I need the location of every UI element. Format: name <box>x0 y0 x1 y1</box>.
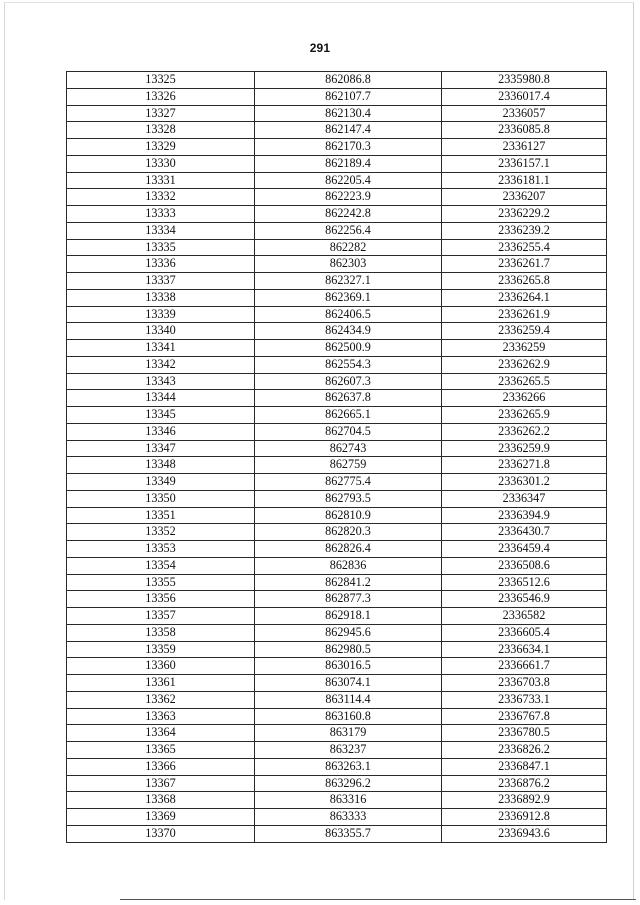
table-row <box>67 809 607 826</box>
point-id-cell: 13357 <box>67 608 255 625</box>
point-id-cell: 13325 <box>67 72 255 89</box>
point-id-cell: 13336 <box>67 256 255 273</box>
y-coordinate-cell: 2336255.4 <box>442 239 607 256</box>
point-id-cell: 13343 <box>67 373 255 390</box>
x-coordinate-cell: 863333 <box>255 809 442 826</box>
x-coordinate-cell: 862406.5 <box>255 306 442 323</box>
x-coordinate-cell: 862826.4 <box>255 541 442 558</box>
table-row <box>67 88 607 105</box>
x-coordinate-cell: 862205.4 <box>255 172 442 189</box>
table-row <box>67 373 607 390</box>
table-row <box>67 256 607 273</box>
point-id-cell: 13349 <box>67 474 255 491</box>
y-coordinate-cell: 2336767.8 <box>442 708 607 725</box>
table-row <box>67 641 607 658</box>
y-coordinate-cell: 2336262.2 <box>442 423 607 440</box>
point-id-cell: 13332 <box>67 189 255 206</box>
table-row <box>67 289 607 306</box>
point-id-cell: 13355 <box>67 574 255 591</box>
table-row <box>67 72 607 89</box>
table-row <box>67 407 607 424</box>
point-id-cell: 13351 <box>67 507 255 524</box>
x-coordinate-cell: 863316 <box>255 792 442 809</box>
table-row <box>67 825 607 842</box>
y-coordinate-cell: 2336271.8 <box>442 457 607 474</box>
table-row <box>67 658 607 675</box>
y-coordinate-cell: 2336229.2 <box>442 206 607 223</box>
point-id-cell: 13331 <box>67 172 255 189</box>
y-coordinate-cell: 2336546.9 <box>442 591 607 608</box>
y-coordinate-cell: 2336239.2 <box>442 222 607 239</box>
y-coordinate-cell: 2336259 <box>442 340 607 357</box>
y-coordinate-cell: 2336347 <box>442 490 607 507</box>
y-coordinate-cell: 2336157.1 <box>442 155 607 172</box>
y-coordinate-cell: 2336634.1 <box>442 641 607 658</box>
point-id-cell: 13361 <box>67 675 255 692</box>
x-coordinate-cell: 862743 <box>255 440 442 457</box>
point-id-cell: 13344 <box>67 390 255 407</box>
x-coordinate-cell: 862980.5 <box>255 641 442 658</box>
point-id-cell: 13360 <box>67 658 255 675</box>
table-row <box>67 206 607 223</box>
x-coordinate-cell: 862147.4 <box>255 122 442 139</box>
point-id-cell: 13366 <box>67 758 255 775</box>
table-row <box>67 273 607 290</box>
x-coordinate-cell: 862759 <box>255 457 442 474</box>
point-id-cell: 13345 <box>67 407 255 424</box>
x-coordinate-cell: 862554.3 <box>255 356 442 373</box>
coordinates-table <box>66 71 607 843</box>
x-coordinate-cell: 863114.4 <box>255 691 442 708</box>
point-id-cell: 13342 <box>67 356 255 373</box>
point-id-cell: 13337 <box>67 273 255 290</box>
point-id-cell: 13329 <box>67 139 255 156</box>
table-row <box>67 105 607 122</box>
point-id-cell: 13353 <box>67 541 255 558</box>
y-coordinate-cell: 2336261.7 <box>442 256 607 273</box>
point-id-cell: 13346 <box>67 423 255 440</box>
x-coordinate-cell: 862170.3 <box>255 139 442 156</box>
x-coordinate-cell: 863263.1 <box>255 758 442 775</box>
y-coordinate-cell: 2336265.8 <box>442 273 607 290</box>
x-coordinate-cell: 863296.2 <box>255 775 442 792</box>
table-row <box>67 440 607 457</box>
point-id-cell: 13327 <box>67 105 255 122</box>
point-id-cell: 13370 <box>67 825 255 842</box>
y-coordinate-cell: 2336259.9 <box>442 440 607 457</box>
y-coordinate-cell: 2336512.6 <box>442 574 607 591</box>
table-row <box>67 457 607 474</box>
x-coordinate-cell: 862130.4 <box>255 105 442 122</box>
point-id-cell: 13368 <box>67 792 255 809</box>
table-row <box>67 758 607 775</box>
y-coordinate-cell: 2336703.8 <box>442 675 607 692</box>
table-row <box>67 675 607 692</box>
x-coordinate-cell: 863237 <box>255 742 442 759</box>
y-coordinate-cell: 2336265.9 <box>442 407 607 424</box>
x-coordinate-cell: 862775.4 <box>255 474 442 491</box>
point-id-cell: 13362 <box>67 691 255 708</box>
y-coordinate-cell: 2336085.8 <box>442 122 607 139</box>
table-row <box>67 155 607 172</box>
point-id-cell: 13359 <box>67 641 255 658</box>
y-coordinate-cell: 2336430.7 <box>442 524 607 541</box>
x-coordinate-cell: 862303 <box>255 256 442 273</box>
table-row <box>67 189 607 206</box>
table-row <box>67 323 607 340</box>
table-row <box>67 423 607 440</box>
y-coordinate-cell: 2336264.1 <box>442 289 607 306</box>
point-id-cell: 13354 <box>67 557 255 574</box>
table-row <box>67 172 607 189</box>
point-id-cell: 13335 <box>67 239 255 256</box>
y-coordinate-cell: 2336394.9 <box>442 507 607 524</box>
y-coordinate-cell: 2336847.1 <box>442 758 607 775</box>
table-row <box>67 775 607 792</box>
y-coordinate-cell: 2336266 <box>442 390 607 407</box>
x-coordinate-cell: 862242.8 <box>255 206 442 223</box>
x-coordinate-cell: 862836 <box>255 557 442 574</box>
table-row <box>67 356 607 373</box>
x-coordinate-cell: 862369.1 <box>255 289 442 306</box>
y-coordinate-cell: 2336207 <box>442 189 607 206</box>
x-coordinate-cell: 862327.1 <box>255 273 442 290</box>
x-coordinate-cell: 862877.3 <box>255 591 442 608</box>
x-coordinate-cell: 862793.5 <box>255 490 442 507</box>
x-coordinate-cell: 862704.5 <box>255 423 442 440</box>
x-coordinate-cell: 862918.1 <box>255 608 442 625</box>
x-coordinate-cell: 862223.9 <box>255 189 442 206</box>
point-id-cell: 13358 <box>67 624 255 641</box>
table-row <box>67 490 607 507</box>
y-coordinate-cell: 2336181.1 <box>442 172 607 189</box>
point-id-cell: 13356 <box>67 591 255 608</box>
table-row <box>67 541 607 558</box>
table-row <box>67 222 607 239</box>
point-id-cell: 13347 <box>67 440 255 457</box>
y-coordinate-cell: 2336661.7 <box>442 658 607 675</box>
x-coordinate-cell: 862810.9 <box>255 507 442 524</box>
x-coordinate-cell: 862665.1 <box>255 407 442 424</box>
table-row <box>67 507 607 524</box>
y-coordinate-cell: 2336057 <box>442 105 607 122</box>
point-id-cell: 13350 <box>67 490 255 507</box>
bottom-divider <box>120 899 636 900</box>
y-coordinate-cell: 2336826.2 <box>442 742 607 759</box>
point-id-cell: 13330 <box>67 155 255 172</box>
y-coordinate-cell: 2336943.6 <box>442 825 607 842</box>
y-coordinate-cell: 2336780.5 <box>442 725 607 742</box>
table-row <box>67 139 607 156</box>
x-coordinate-cell: 862189.4 <box>255 155 442 172</box>
coordinates-table-body <box>67 72 607 843</box>
y-coordinate-cell: 2336605.4 <box>442 624 607 641</box>
y-coordinate-cell: 2336259.4 <box>442 323 607 340</box>
table-row <box>67 340 607 357</box>
x-coordinate-cell: 863355.7 <box>255 825 442 842</box>
y-coordinate-cell: 2336912.8 <box>442 809 607 826</box>
point-id-cell: 13339 <box>67 306 255 323</box>
point-id-cell: 13333 <box>67 206 255 223</box>
table-row <box>67 708 607 725</box>
table-row <box>67 574 607 591</box>
x-coordinate-cell: 862841.2 <box>255 574 442 591</box>
table-row <box>67 608 607 625</box>
table-row <box>67 474 607 491</box>
point-id-cell: 13334 <box>67 222 255 239</box>
table-row <box>67 306 607 323</box>
table-row <box>67 239 607 256</box>
point-id-cell: 13363 <box>67 708 255 725</box>
point-id-cell: 13352 <box>67 524 255 541</box>
x-coordinate-cell: 862500.9 <box>255 340 442 357</box>
y-coordinate-cell: 2336733.1 <box>442 691 607 708</box>
point-id-cell: 13341 <box>67 340 255 357</box>
y-coordinate-cell: 2336582 <box>442 608 607 625</box>
x-coordinate-cell: 862820.3 <box>255 524 442 541</box>
x-coordinate-cell: 862607.3 <box>255 373 442 390</box>
x-coordinate-cell: 862256.4 <box>255 222 442 239</box>
table-row <box>67 742 607 759</box>
point-id-cell: 13340 <box>67 323 255 340</box>
y-coordinate-cell: 2336262.9 <box>442 356 607 373</box>
y-coordinate-cell: 2336127 <box>442 139 607 156</box>
table-row <box>67 122 607 139</box>
point-id-cell: 13365 <box>67 742 255 759</box>
x-coordinate-cell: 863160.8 <box>255 708 442 725</box>
y-coordinate-cell: 2336017.4 <box>442 88 607 105</box>
y-coordinate-cell: 2336892.9 <box>442 792 607 809</box>
x-coordinate-cell: 863179 <box>255 725 442 742</box>
page-number: 291 <box>309 41 331 55</box>
y-coordinate-cell: 2336876.2 <box>442 775 607 792</box>
table-row <box>67 624 607 641</box>
point-id-cell: 13338 <box>67 289 255 306</box>
y-coordinate-cell: 2335980.8 <box>442 72 607 89</box>
x-coordinate-cell: 862945.6 <box>255 624 442 641</box>
point-id-cell: 13326 <box>67 88 255 105</box>
y-coordinate-cell: 2336301.2 <box>442 474 607 491</box>
point-id-cell: 13367 <box>67 775 255 792</box>
table-row <box>67 725 607 742</box>
x-coordinate-cell: 862086.8 <box>255 72 442 89</box>
table-row <box>67 524 607 541</box>
point-id-cell: 13348 <box>67 457 255 474</box>
x-coordinate-cell: 862434.9 <box>255 323 442 340</box>
x-coordinate-cell: 862107.7 <box>255 88 442 105</box>
table-row <box>67 557 607 574</box>
table-row <box>67 591 607 608</box>
table-row <box>67 792 607 809</box>
y-coordinate-cell: 2336265.5 <box>442 373 607 390</box>
point-id-cell: 13328 <box>67 122 255 139</box>
x-coordinate-cell: 862282 <box>255 239 442 256</box>
y-coordinate-cell: 2336261.9 <box>442 306 607 323</box>
table-row <box>67 390 607 407</box>
table-row <box>67 691 607 708</box>
point-id-cell: 13364 <box>67 725 255 742</box>
x-coordinate-cell: 863016.5 <box>255 658 442 675</box>
point-id-cell: 13369 <box>67 809 255 826</box>
y-coordinate-cell: 2336459.4 <box>442 541 607 558</box>
x-coordinate-cell: 863074.1 <box>255 675 442 692</box>
y-coordinate-cell: 2336508.6 <box>442 557 607 574</box>
x-coordinate-cell: 862637.8 <box>255 390 442 407</box>
